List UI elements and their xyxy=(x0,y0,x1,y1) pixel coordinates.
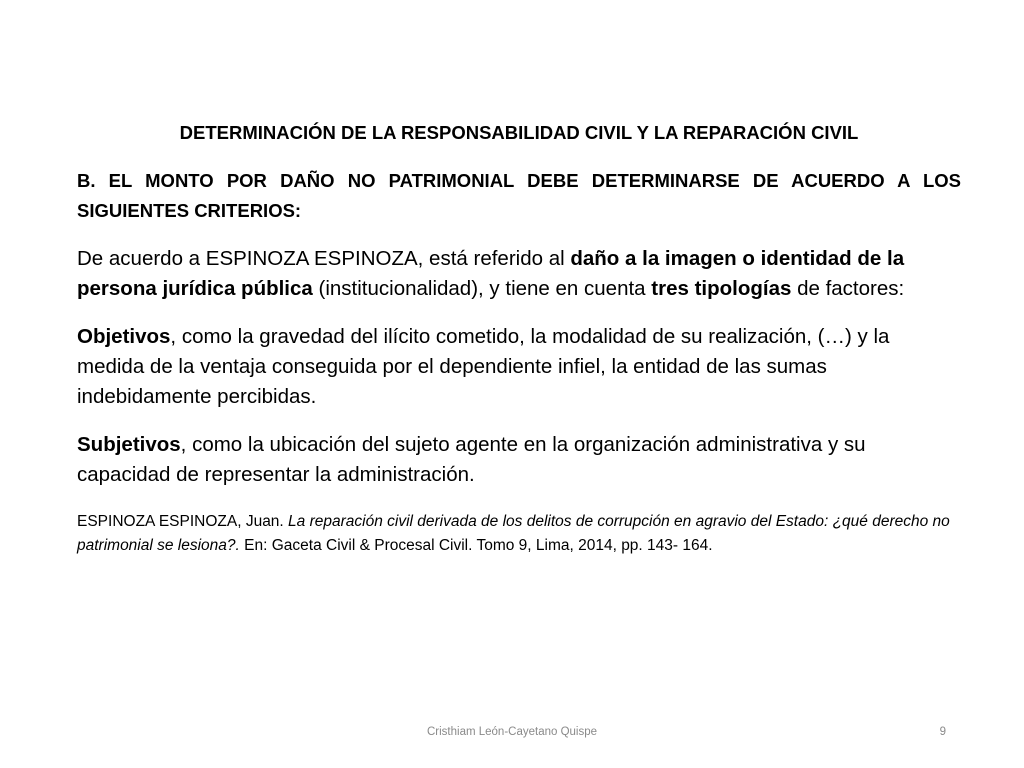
subjetivos-text: , como la ubicación del sujeto agente en la organización administrativa y su capacidad de representar la administración. xyxy=(77,433,866,486)
footer-author: Cristhiam León-Cayetano Quispe xyxy=(426,726,598,738)
section-heading: B. EL MONTO POR DAÑO NO PATRIMONIAL DEBE DETERMINARSE DE ACUERDO A LOS SIGUIENTES CRITERIOS: xyxy=(77,170,961,221)
objetivos-paragraph xyxy=(77,322,961,412)
slide-content xyxy=(77,118,961,558)
reference-title: La reparación civil derivada de los delitos de corrupción en agravio del Estado: ¿qué derecho no patrimonial se lesiona?. xyxy=(77,513,950,554)
intro-text-2: (institucionalidad), y tiene en cuenta xyxy=(312,277,652,300)
subjetivos-term: Subjetivos xyxy=(77,433,181,456)
reference-citation xyxy=(77,510,961,558)
reference-author: ESPINOZA ESPINOZA, Juan. xyxy=(77,513,289,530)
slide-title: DETERMINACIÓN DE LA RESPONSABILIDAD CIVIL Y LA REPARACIÓN CIVIL xyxy=(179,122,859,143)
reference-rest: En: Gaceta Civil & Procesal Civil. Tomo 9, Lima, 2014, pp. 143- 164. xyxy=(239,537,713,554)
intro-bold-1: daño a la imagen o identidad de la persona jurídica pública xyxy=(77,247,905,300)
intro-paragraph xyxy=(77,244,961,304)
intro-text-3: de factores: xyxy=(791,277,905,300)
subjetivos-paragraph xyxy=(77,430,961,490)
objetivos-text: , como la gravedad del ilícito cometido, la modalidad de su realización, (…) y la medida de la ventaja conseguida por el dependiente infiel, la entidad de las sumas indebidamente percibidas. xyxy=(77,325,890,408)
objetivos-term: Objetivos xyxy=(77,325,171,348)
page-number: 9 xyxy=(939,726,946,738)
intro-bold-2: tres tipologías xyxy=(651,277,792,300)
intro-text-1: De acuerdo a ESPINOZA ESPINOZA, está referido al xyxy=(77,247,571,270)
